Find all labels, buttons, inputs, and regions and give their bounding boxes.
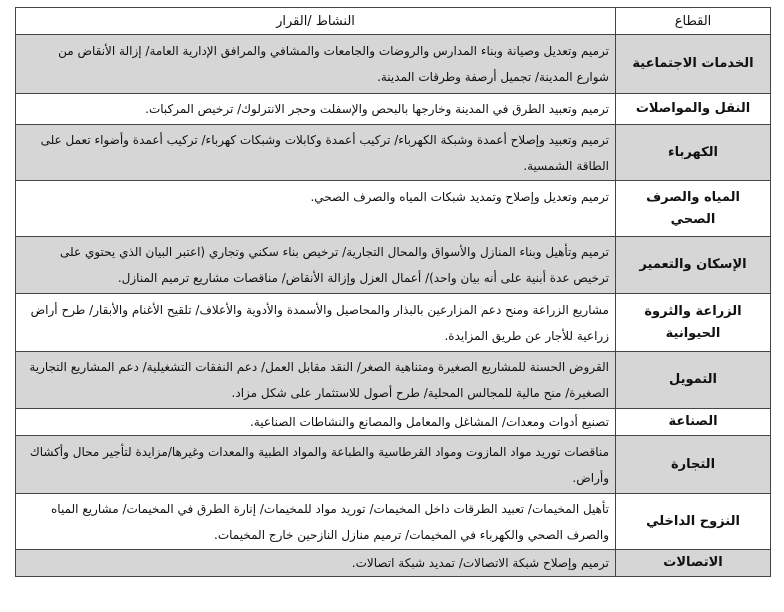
table-row — [16, 409, 771, 436]
sector-cell: الإسكان والتعمير — [616, 237, 771, 294]
activity-cell: ترميم وإصلاح شبكة الاتصالات/ تمديد شبكة اتصالات. — [16, 550, 616, 577]
sector-cell: الاتصالات — [616, 550, 771, 577]
sector-cell: النزوح الداخلي — [616, 494, 771, 550]
sector-activity-table — [15, 7, 771, 577]
table-row — [16, 294, 771, 352]
activity-cell: ترميم وتعديل وإصلاح وتمديد شبكات المياه والصرف الصحي. — [16, 181, 616, 237]
sector-cell: الزراعة والثروة الحيوانية — [616, 294, 771, 352]
table-row — [16, 94, 771, 125]
table-row — [16, 494, 771, 550]
table-header-row — [16, 8, 771, 35]
header-sector: القطاع — [616, 8, 771, 35]
header-activity: النشاط /القرار — [16, 8, 616, 35]
activity-cell: مشاريع الزراعة ومنح دعم المزارعين بالبذار والمحاصيل والأسمدة والأدوية والأعلاف/ تلقيح الأغنام والأبقار/ طرح أراض زراعية للأجار عن طريق المزايدة. — [16, 294, 616, 352]
table-row — [16, 35, 771, 94]
sector-cell: النقل والمواصلات — [616, 94, 771, 125]
activity-cell: ترميم وتعبيد الطرق في المدينة وخارجها بالبحص والإسفلت وحجر الانترلوك/ ترخيص المركبات. — [16, 94, 616, 125]
table-row — [16, 352, 771, 409]
table-row — [16, 125, 771, 181]
activity-cell: مناقصات توريد مواد المازوت ومواد القرطاسية والطباعة والمواد الطبية والمعدات وغيرها/مزايدة لتأجير محال وأكشاك وأراض. — [16, 436, 616, 494]
activity-cell: ترميم وتأهيل وبناء المنازل والأسواق والمحال التجارية/ ترخيص بناء سكني وتجاري (اعتبر البيان الذي يحتوي على ترخيص عدة أبنية على أنه بيان واحد)/ أعمال العزل وإزالة الأنقاض/ مناقصات مشاريع ترميم المنازل. — [16, 237, 616, 294]
table-row — [16, 237, 771, 294]
table-row — [16, 550, 771, 577]
activity-cell: ترميم وتعبيد وإصلاح أعمدة وشبكة الكهرباء/ تركيب أعمدة وكابلات وشبكات كهرباء/ تركيب أعمدة وأضواء تعمل على الطاقة الشمسية. — [16, 125, 616, 181]
sector-cell: التمويل — [616, 352, 771, 409]
activity-cell: القروض الحسنة للمشاريع الصغيرة ومتناهية الصغر/ النقد مقابل العمل/ دعم النفقات التشغيلية/ دعم المشاريع التجارية الصغيرة/ منح مالية للمجالس المحلية/ طرح أصول للاستثمار على شكل مزاد. — [16, 352, 616, 409]
activity-cell: ترميم وتعديل وصيانة وبناء المدارس والروضات والجامعات والمشافي والمرافق الإدارية العامة/ إزالة الأنقاض من شوارع المدينة/ تجميل أرصفة وطرقات المدينة. — [16, 35, 616, 94]
table-row — [16, 436, 771, 494]
sector-cell: الكهرباء — [616, 125, 771, 181]
table-row — [16, 181, 771, 237]
activity-cell: تصنيع أدوات ومعدات/ المشاغل والمعامل والمصانع والنشاطات الصناعية. — [16, 409, 616, 436]
sector-cell: المياه والصرف الصحي — [616, 181, 771, 237]
sector-cell: الصناعة — [616, 409, 771, 436]
sector-cell: الخدمات الاجتماعية — [616, 35, 771, 94]
sector-cell: التجارة — [616, 436, 771, 494]
activity-cell: تأهيل المخيمات/ تعبيد الطرقات داخل المخيمات/ توريد مواد للمخيمات/ إنارة الطرق في المخيمات/ مشاريع المياه والصرف الصحي والكهرباء في المخيمات/ ترميم منازل النازحين خارج المخيمات. — [16, 494, 616, 550]
